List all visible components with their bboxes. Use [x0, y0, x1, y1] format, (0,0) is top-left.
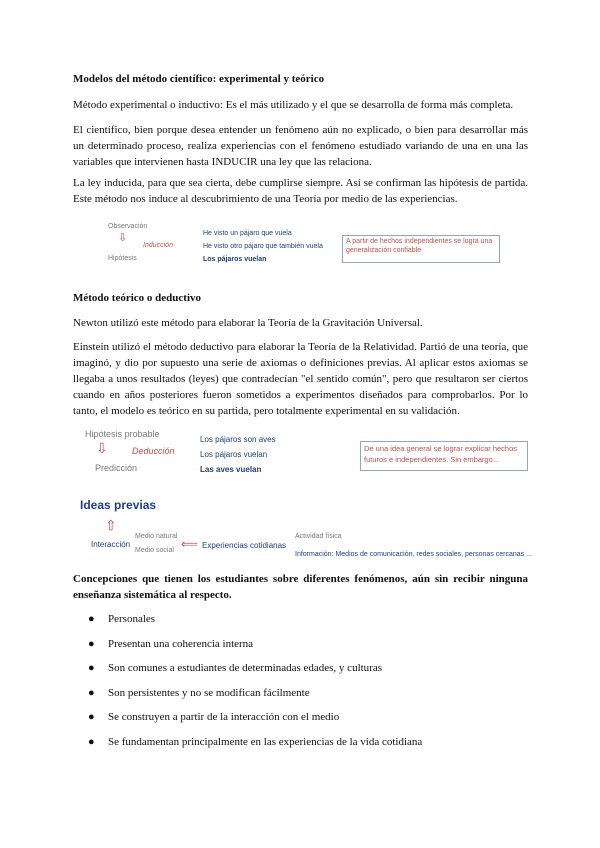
list-item: ● Presentan una coherencia interna: [88, 637, 254, 650]
ideas-previas-diagram: [80, 498, 540, 563]
paragraph-experimental-definition: Método experimental o inductivo: Es el más utilizado y el que se desarrolla de forma más completa.: [73, 99, 514, 111]
daily-experiences-label: Experiencias cotidianas: [202, 541, 287, 550]
conclusion-line: Los pájaros vuelan: [203, 256, 267, 263]
social-medium-label: Medio social: [135, 547, 174, 554]
section-title-deductive: Método teórico o deductivo: [73, 292, 201, 304]
deduction-summary-box: De una idea general se lograr explicar hechos futuros e independientes. Sin embargo...: [360, 441, 528, 471]
characteristics-list: [73, 611, 533, 759]
induction-diagram: [100, 220, 500, 270]
list-item: ● Personales: [88, 613, 156, 625]
list-item: ● Se fundamentan principalmente en las experiencias de la vida cotidiana: [88, 735, 423, 748]
ideas-previas-title: Ideas previas: [80, 498, 157, 512]
induction-label: Inducción: [143, 242, 173, 249]
section-title-experimental: Modelos del método científico: experimental y teórico: [73, 73, 325, 85]
list-item: ● Son comunes a estudiantes de determinadas edades, y culturas: [88, 662, 383, 675]
arrow-left-icon: ⟸: [181, 537, 199, 551]
deduction-label: Deducción: [132, 446, 175, 456]
deduction-line-2: Los pájaros vuelan: [200, 450, 268, 459]
arrow-up-icon: ⇩: [105, 517, 117, 533]
example-line-1: He visto un pájaro que vuela: [203, 230, 292, 237]
bullet-icon: ●: [88, 662, 95, 675]
observation-label: Observación: [108, 223, 148, 230]
example-line-2: He visto otro pájaro que también vuela: [203, 243, 323, 250]
induction-summary-box: A partir de hechos independientes se logra una generalización confiable: [342, 235, 500, 263]
paragraph-induced-law: La ley inducida, para que sea cierta, debe cumplirse siempre. Así se confirman las hipótesis de partida. Este método nos induce al descubrimiento de una Teoría por medio de las experiencias.: [73, 177, 528, 205]
hypothesis-label: Hipótesis: [108, 255, 137, 262]
paragraph-newton: Newton utilizó este método para elaborar la Teoría de la Gravitación Universal.: [73, 317, 423, 329]
interaction-label: Interacción: [91, 540, 131, 549]
bullet-icon: ●: [88, 711, 95, 724]
arrow-down-icon: ⇩: [96, 440, 108, 456]
bullet-icon: ●: [88, 637, 95, 650]
bullet-icon: ●: [88, 735, 95, 748]
information-sources-label: Información: Medios de comunicación, redes sociales, personas cercanas ...: [295, 551, 532, 558]
natural-medium-label: Medio natural: [135, 533, 178, 540]
bullet-icon: ●: [88, 613, 95, 625]
deduction-diagram: [85, 425, 535, 480]
physical-activity-label: Actividad física: [295, 533, 342, 540]
paragraph-einstein: Einstein utilizó el método deductivo para elaborar la Teoría de la Relatividad. Partió de una teoría, que imaginó, y dio por supuesto una serie de axiomas o definiciones previas. Al aplicar estos axiomas se llegaba a unos resultados (leyes) que contradecían "el sentido común", pero que resultaron ser ciertos cuando en años posteriores fueron sometidos a experimentos diseñados para comprobarlos. Por lo tanto, el modelo es teórico en su partida, pero totalmente experimental en su validación.: [73, 341, 528, 417]
section-title-conceptions: Concepciones que tienen los estudiantes sobre diferentes fenómenos, aún sin recibir ninguna enseñanza sistemática al respecto.: [73, 573, 528, 601]
paragraph-experimental-process: El científico, bien porque desea entender un fenómeno aún no explicado, o bien para desarrollar más un determinado proceso, realiza experiencias con el fenómeno estudiado variando de una en una las variables que intervienen hasta INDUCIR una ley que las relaciona.: [73, 124, 528, 168]
bullet-icon: ●: [88, 686, 95, 699]
list-item: ● Son persistentes y no se modifican fácilmente: [88, 686, 310, 699]
probable-hypothesis-label: Hipótesis probable: [85, 429, 160, 439]
prediction-label: Predicción: [95, 463, 138, 473]
arrow-down-icon: ⇩: [118, 232, 128, 244]
deduction-line-1: Los pájaros son aves: [200, 435, 276, 444]
deduction-line-3: Las aves vuelan: [200, 465, 262, 474]
list-item: ● Se construyen a partir de la interacción con el medio: [88, 711, 340, 724]
